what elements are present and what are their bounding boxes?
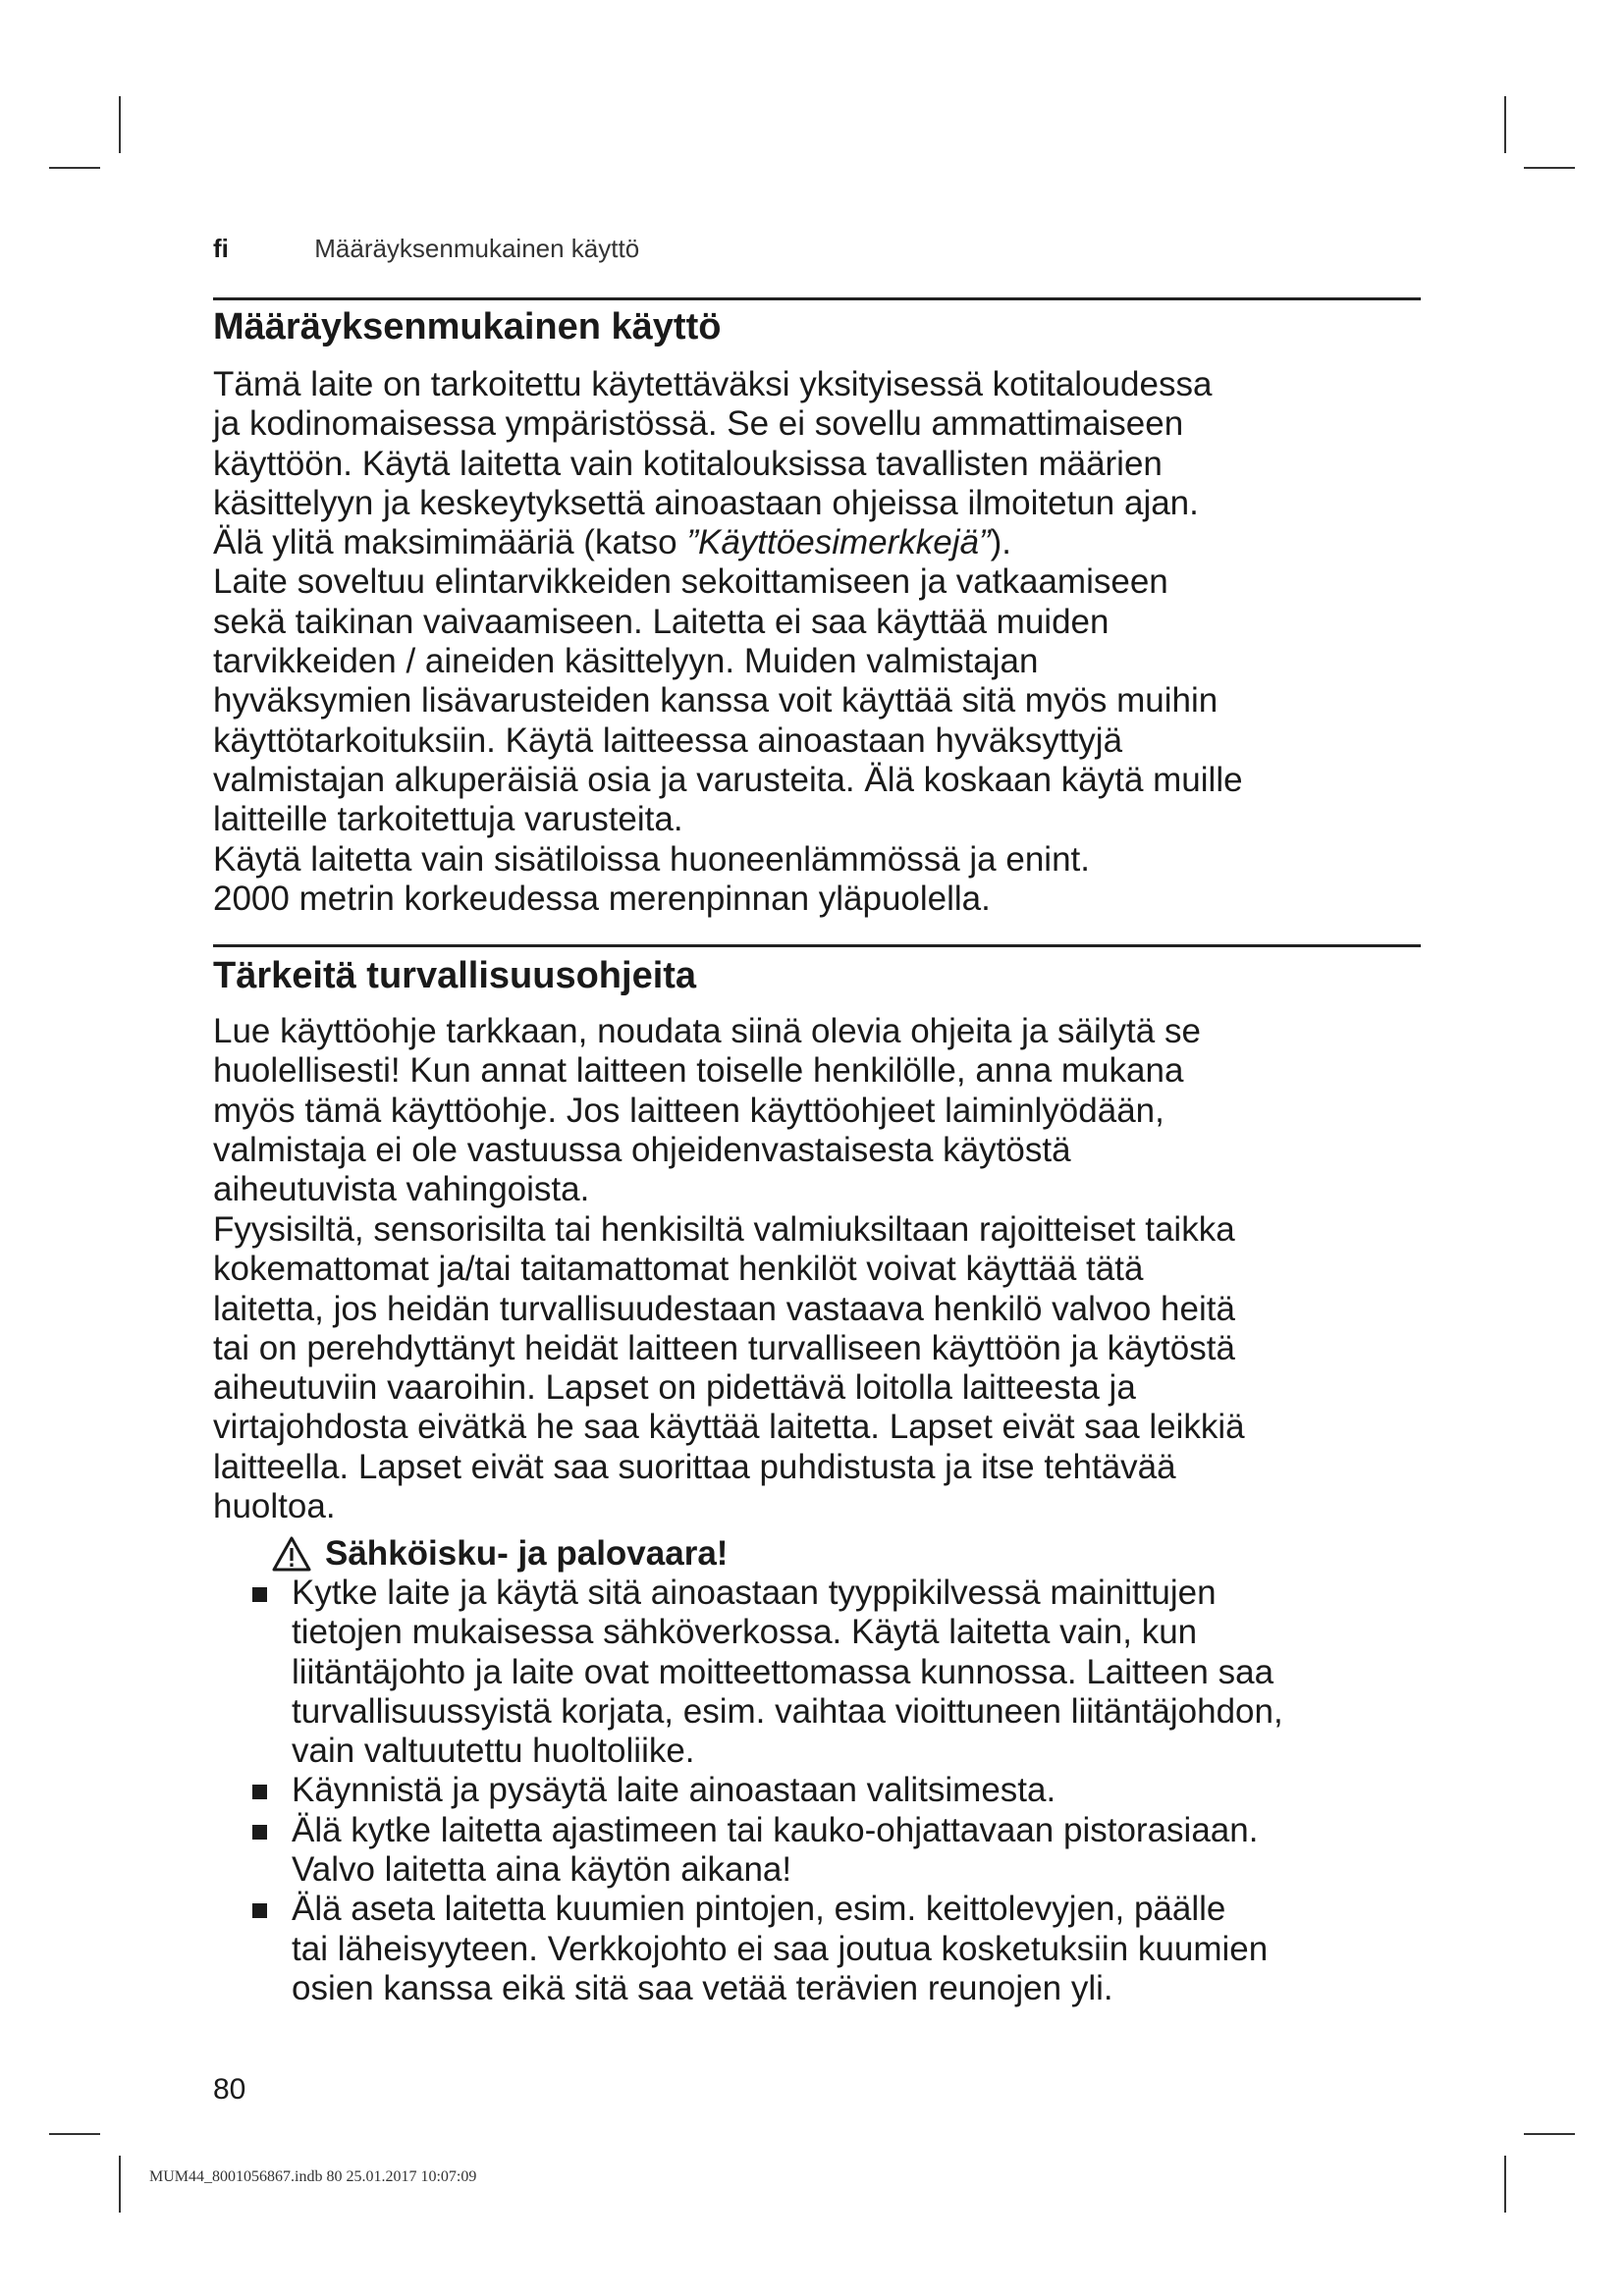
list-item-text: Kytke laite ja käytä sitä ainoastaan tyyppikilvessä mainittujen tietojen mukaisessa sähköverkossa. Käytä laitetta vain, kun liitäntäjohto ja laite ovat moitteettomassa kunnossa. Laitteen saa turvallisuussyistä korjata, esim. vaihtaa vioittuneen liitäntäjohdon, vain valtuutettu huoltoliike. [292,1574,1283,1771]
crop-mark-bottom-right-vertical [1504,2156,1506,2213]
list-item [252,1574,1440,1771]
crop-mark-top-left-vertical [119,96,121,153]
section-heading-safety: Tärkeitä turvallisuusohjeita [213,955,697,996]
crop-mark-top-left-horizontal [49,167,100,169]
warning-heading-text: Sähköisku- ja palovaara! [325,1534,729,1573]
bullet-square-icon [252,1587,267,1602]
crop-mark-bottom-right-horizontal [1524,2133,1575,2135]
list-item [252,1771,1440,1810]
bullet-square-icon [252,1903,267,1918]
warning-bullet-list [252,1574,1440,2008]
warning-heading [272,1534,728,1574]
crop-mark-bottom-left-vertical [119,2156,121,2213]
language-code: fi [213,234,229,263]
page-number: 80 [213,2073,246,2106]
warning-triangle-icon [272,1536,311,1572]
section-rule-1 [213,297,1421,300]
section-rule-2 [213,944,1421,947]
crop-mark-bottom-left-horizontal [49,2133,100,2135]
running-header [213,234,639,264]
safety-paragraph-1: Lue käyttöohje tarkkaan, noudata siinä olevia ohjeita ja säilytä se huolellisesti! Kun annat laitteen toiselle henkilölle, anna mukana myös tämä käyttöohje. Jos laitteen käyttöohjeet laiminlyödään, valmistaja ei ole vastuussa ohjeidenvastaisesta käytöstä aiheutuvista vahingoista. [213,1012,1201,1209]
crop-mark-top-right-vertical [1504,96,1506,153]
list-item-text: Älä aseta laitetta kuumien pintojen, esim. keittolevyjen, päälle tai läheisyyteen. Verkkojohto ei saa joutua kosketuksiin kuumien osien kanssa eikä sitä saa vetää terävien reunojen yli. [292,1890,1269,2007]
intended-use-paragraph [213,365,1431,919]
print-slug: MUM44_8001056867.indb 80 25.01.2017 10:07:09 [149,2168,477,2185]
list-item-text: Älä kytke laitetta ajastimeen tai kauko-ohjattavaan pistorasiaan. Valvo laitetta aina käytön aikana! [292,1810,1259,1890]
section-heading-intended-use: Määräyksenmukainen käyttö [213,306,722,347]
list-item [252,1811,1440,1891]
bullet-square-icon [252,1785,267,1799]
intended-use-text-start: Tämä laite on tarkoitettu käytettäväksi yksityisessä kotitaloudessa ja kodinomaisessa ympäristössä. Se ei sovellu ammattimaiseen käyttöön. Käytä laitetta vain kotitalouksissa tavallisten määrien käsittelyyn ja keskeytyksettä ainoastaan ohjeissa ilmoitetun ajan. Älä ylitä maksimimääriä (katso [213,365,1213,562]
usage-examples-reference: ”Käyttöesimerkkejä” [686,523,991,562]
list-item-text: Käynnistä ja pysäytä laite ainoastaan valitsimesta. [292,1771,1056,1810]
bullet-square-icon [252,1825,267,1840]
running-title: Määräyksenmukainen käyttö [314,234,640,263]
intended-use-text-end: ). Laite soveltuu elintarvikkeiden sekoittamiseen ja vatkaamiseen sekä taikinan vaivaamiseen. Laitetta ei saa käyttää muiden tarvikkeiden / aineiden käsittelyyn. Muiden valmistajan hyväksymien lisävarusteiden kanssa voit käyttää sitä myös muihin käyttötarkoituksiin. Käytä laitteessa ainoastaan hyväksyttyjä valmistajan alkuperäisiä osia ja varusteita. Älä koskaan käytä muille laitteille tarkoitettuja varusteita. Käytä laitetta vain sisätiloissa huoneenlämmössä ja enint. 2000 metrin korkeudessa merenpinnan yläpuolella. [213,523,1243,918]
crop-mark-top-right-horizontal [1524,167,1575,169]
safety-paragraph-2: Fyysisiltä, sensorisilta tai henkisiltä valmiuksiltaan rajoitteiset taikka kokemattomat ja/tai taitamattomat henkilöt voivat käyttää tätä laitetta, jos heidän turvallisuudestaan vastaava henkilö valvoo heitä tai on perehdyttänyt heidät laitteen turvalliseen käyttöön ja käytöstä aiheutuviin vaaroihin. Lapset on pidettävä loitolla laitteesta ja virtajohdosta eivätkä he saa käyttää laitetta. Lapset eivät saa leikkiä laitteella. Lapset eivät saa suorittaa puhdistusta ja itse tehtävää huoltoa. [213,1210,1245,1526]
list-item [252,1890,1440,2008]
